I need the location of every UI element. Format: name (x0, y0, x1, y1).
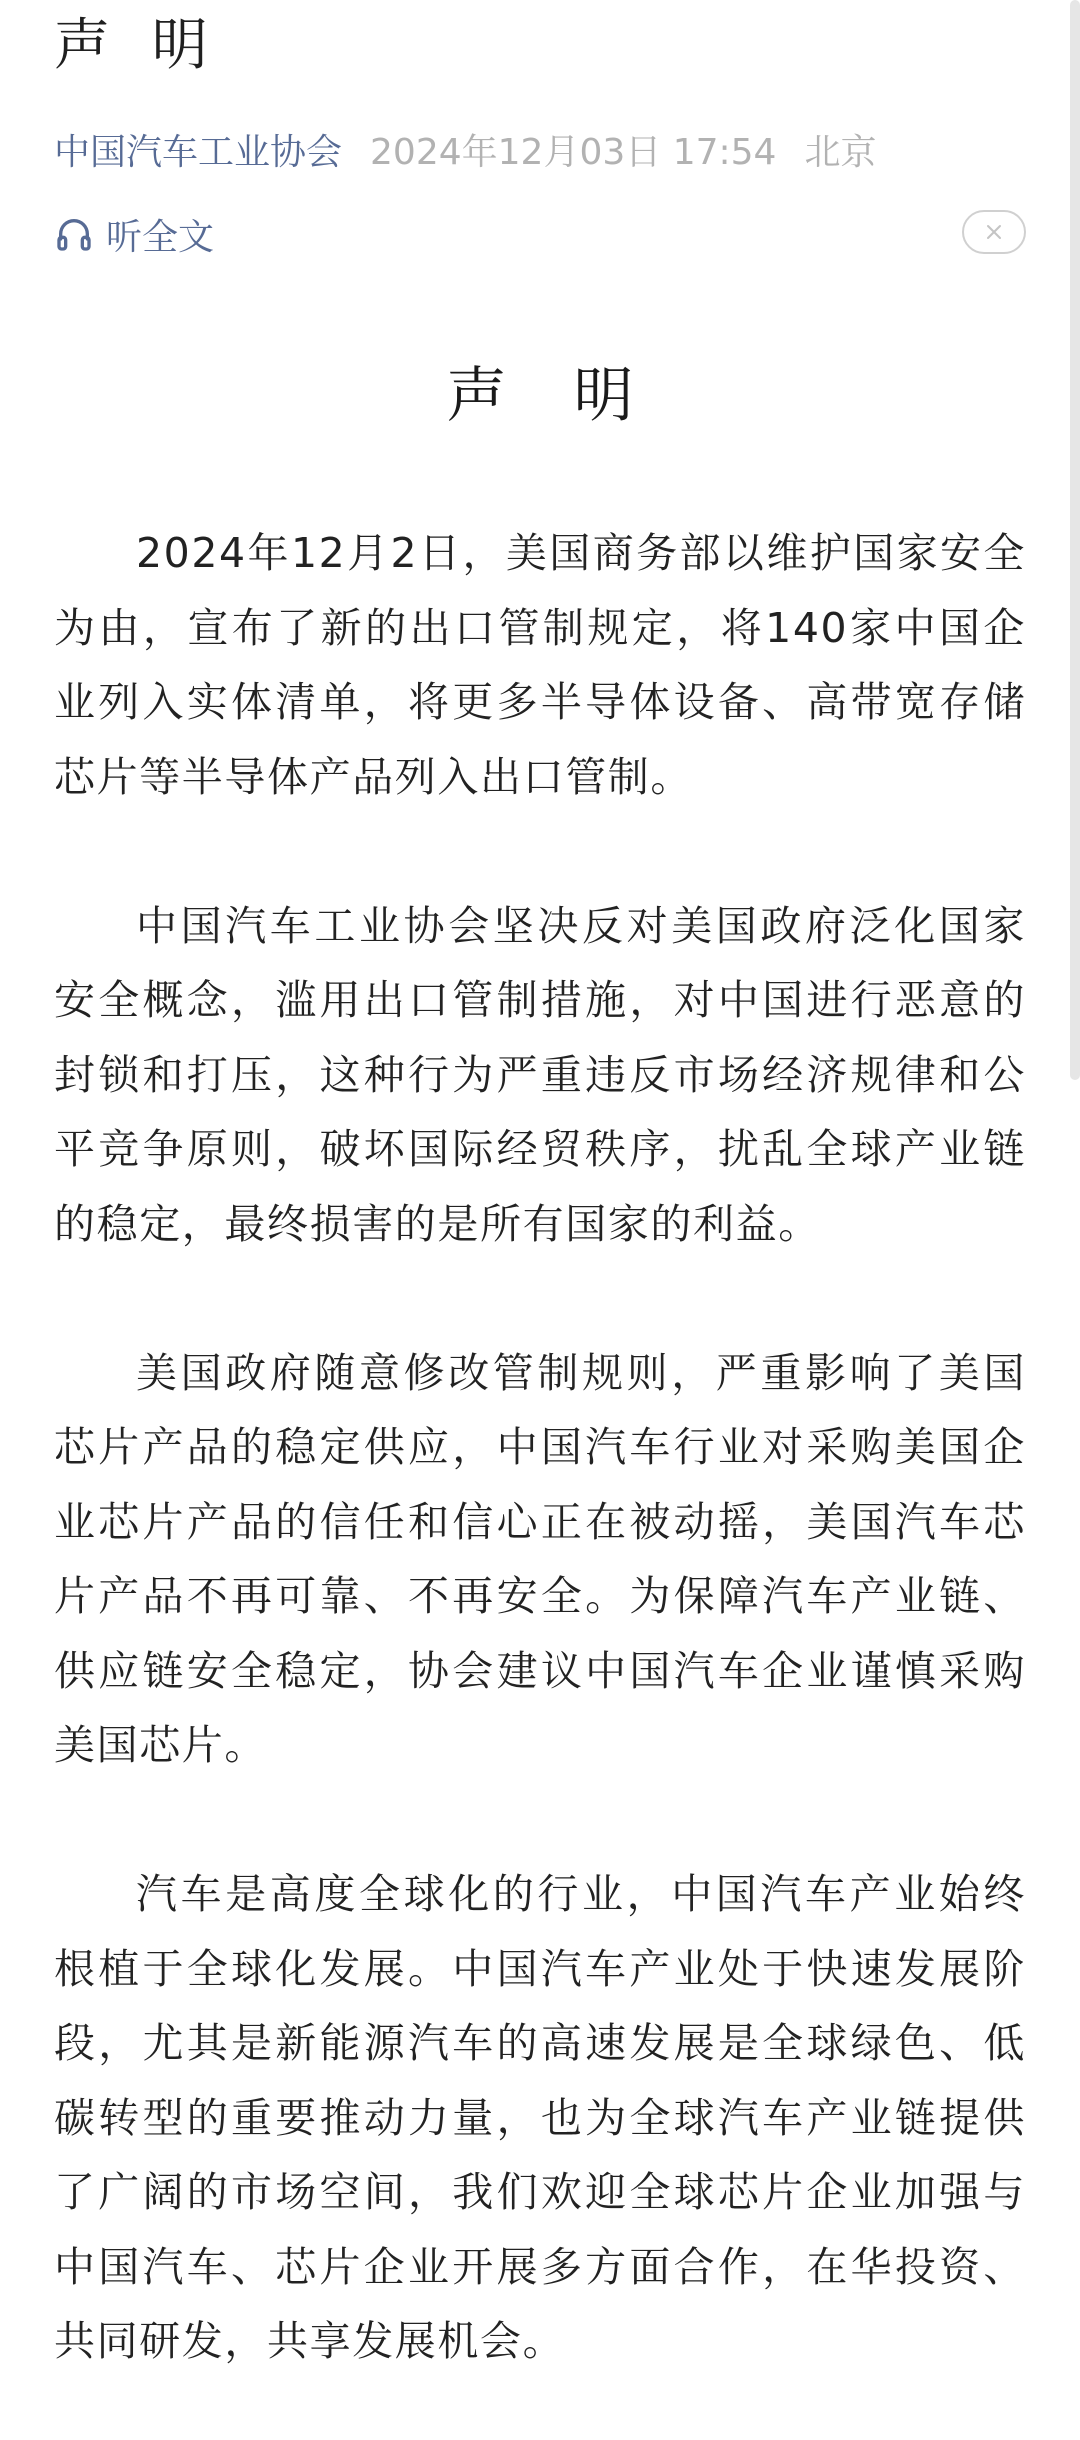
paragraph: 2024年12月2日，美国商务部以维护国家安全为由，宣布了新的出口管制规定，将140家中国企业列入实体清单，将更多半导体设备、高带宽存储芯片等半导体产品列入出口管制。 (54, 529, 1026, 801)
scrollbar[interactable] (1070, 0, 1080, 1080)
author-link[interactable]: 中国汽车工业协会 (54, 132, 343, 173)
article-body (54, 516, 1026, 2440)
listen-full-text-button[interactable] (54, 204, 214, 264)
publish-location: 北京 (804, 132, 877, 173)
headphones-icon (54, 214, 106, 254)
paragraph: 汽车是高度全球化的行业，中国汽车产业始终根植于全球化发展。中国汽车产业处于快速发展阶段，尤其是新能源汽车的高速发展是全球绿色、低碳转型的重要推动力量，也为全球汽车产业链提供了广阔的市场空间，我们欢迎全球芯片企业加强与中国汽车、芯片企业开展多方面合作，在华投资、共同研发，共享发展机会。 (54, 1870, 1026, 2365)
listen-label: 听全文 (106, 216, 215, 258)
close-icon (984, 222, 1004, 242)
publish-date: 2024年12月03日 17:54 (370, 132, 777, 173)
header-title: 声 明 (54, 13, 220, 78)
close-listen-button[interactable] (962, 210, 1026, 254)
paragraph: 中国汽车工业协会坚决反对美国政府泛化国家安全概念，滥用出口管制措施，对中国进行恶意的封锁和打压，这种行为严重违反市场经济规律和公平竞争原则，破坏国际经贸秩序，扰乱全球产业链的稳定，最终损害的是所有国家的利益。 (54, 901, 1026, 1248)
paragraph: 美国政府随意修改管制规则，严重影响了美国芯片产品的稳定供应，中国汽车行业对采购美国企业芯片产品的信任和信心正在被动摇，美国汽车芯片产品不再可靠、不再安全。为保障汽车产业链、供应链安全稳定，协会建议中国汽车企业谨慎采购美国芯片。 (54, 1348, 1026, 1769)
article-meta (54, 124, 876, 182)
document-title: 声 明 (446, 361, 658, 431)
